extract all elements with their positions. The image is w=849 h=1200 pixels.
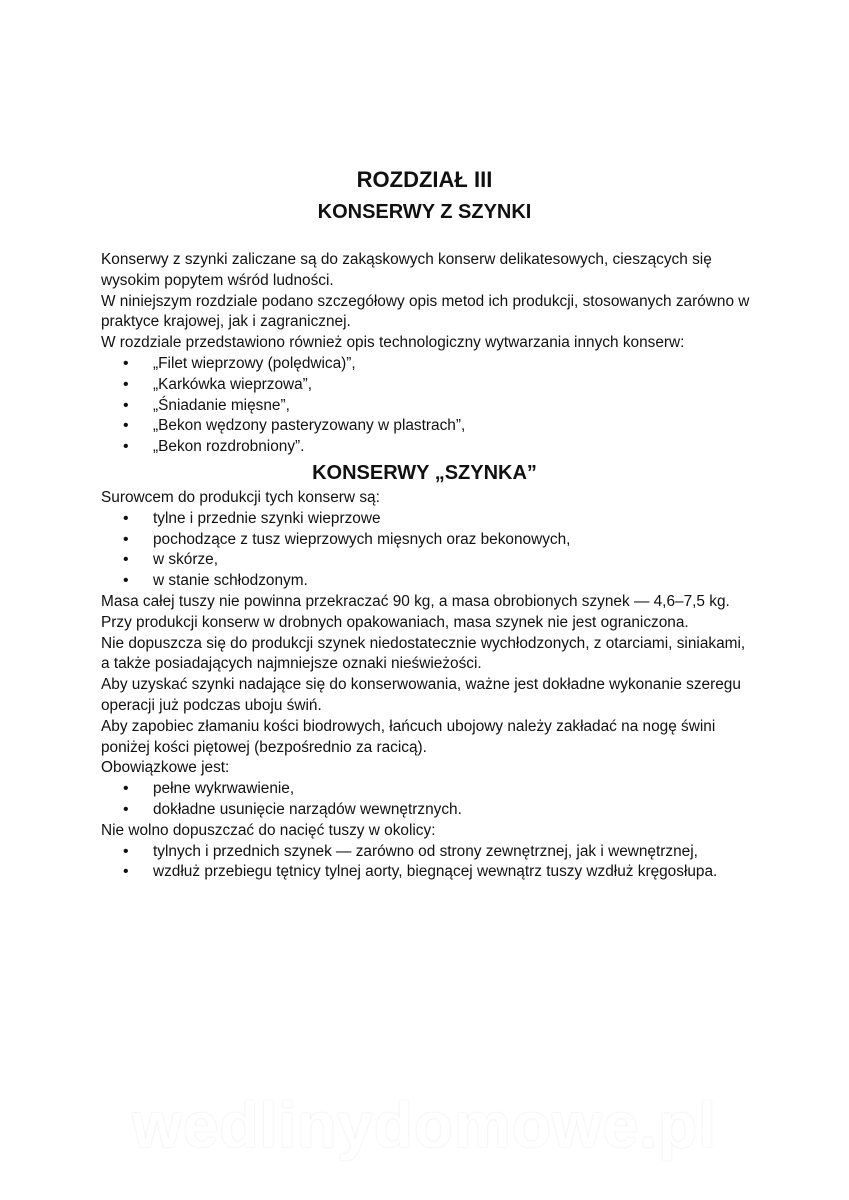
list-item: • tylne i przednie szynki wieprzowe — [101, 509, 751, 530]
chapter-title: ROZDZIAŁ III — [356, 167, 493, 192]
paragraph: W rozdziale przedstawiono również opis technologiczny wytwarzania innych konserw: — [101, 334, 685, 352]
paragraph: Konserwy z szynki zaliczane są do zakąskowych konserw delikatesowych, cieszących się wysokim popytem wśród ludności. — [101, 251, 712, 289]
list-item: • tylnych i przednich szynek — zarówno od strony zewnętrznej, jak i wewnętrznej, — [101, 842, 751, 863]
paragraph: Masa całej tuszy nie powinna przekraczać 90 kg, a masa obrobionych szynek — 4,6–7,5 kg. — [101, 592, 730, 610]
list-item: • w skórze, — [101, 550, 751, 571]
forbidden-list — [101, 842, 751, 884]
paragraph: Nie dopuszcza się do produkcji szynek niedostatecznie wychłodzonych, z otarciami, siniakami, a także posiadających najmniejsze oznaki nieświeżości. — [101, 634, 746, 673]
list-item: • w stanie schłodzonym. — [101, 571, 751, 592]
paragraph: Obowiązkowe jest: — [101, 759, 230, 777]
list-item: • „Filet wieprzowy (polędwica)”, — [101, 354, 751, 375]
list-item: • pochodzące z tusz wieprzowych mięsnych oraz bekonowych, — [101, 530, 751, 551]
list-item: • „Bekon wędzony pasteryzowany w plastrach”, — [101, 416, 751, 437]
page-content — [101, 163, 751, 883]
raw-material-list — [101, 509, 751, 592]
section2-body — [101, 488, 751, 883]
section-title-konserwy-szynka: KONSERWY „SZYNKA” — [312, 461, 537, 484]
paragraph: Nie wolno dopuszczać do nacięć tuszy w okolicy: — [101, 821, 436, 839]
list-item: • „Śniadanie mięsne”, — [101, 396, 751, 417]
products-list — [101, 354, 751, 458]
section-title-konserwy-z-szynki: KONSERWY Z SZYNKI — [317, 201, 532, 223]
paragraph: Przy produkcji konserw w drobnych opakowaniach, masa szynek nie jest ograniczona. — [101, 613, 689, 631]
list-item: • dokładne usunięcie narządów wewnętrznych. — [101, 800, 751, 821]
mandatory-list — [101, 779, 751, 821]
list-item: • wzdłuż przebiegu tętnicy tylnej aorty, biegnącej wewnątrz tuszy wzdłuż kręgosłupa. — [101, 862, 751, 883]
list-item: • „Bekon rozdrobniony”. — [101, 437, 751, 458]
list-item: • „Karkówka wieprzowa”, — [101, 375, 751, 396]
paragraph: Aby zapobiec złamaniu kości biodrowych, łańcuch ubojowy należy zakładać na nogę świni poniżej kości piętowej (bezpośrednio za racicą). — [101, 717, 716, 756]
section1-body — [101, 250, 751, 458]
paragraph: Aby uzyskać szynki nadające się do konserwowania, ważne jest dokładne wykonanie szeregu operacji już podczas uboju świń. — [101, 676, 741, 714]
watermark: wedlinydomowe.pl — [132, 1089, 717, 1161]
list-item: • pełne wykrwawienie, — [101, 779, 751, 800]
paragraph: Surowcem do produkcji tych konserw są: — [101, 488, 380, 506]
paragraph: W niniejszym rozdziale podano szczegółowy opis metod ich produkcji, stosowanych zarówno w praktyce krajowej, jak i zagranicznej. — [101, 292, 750, 331]
